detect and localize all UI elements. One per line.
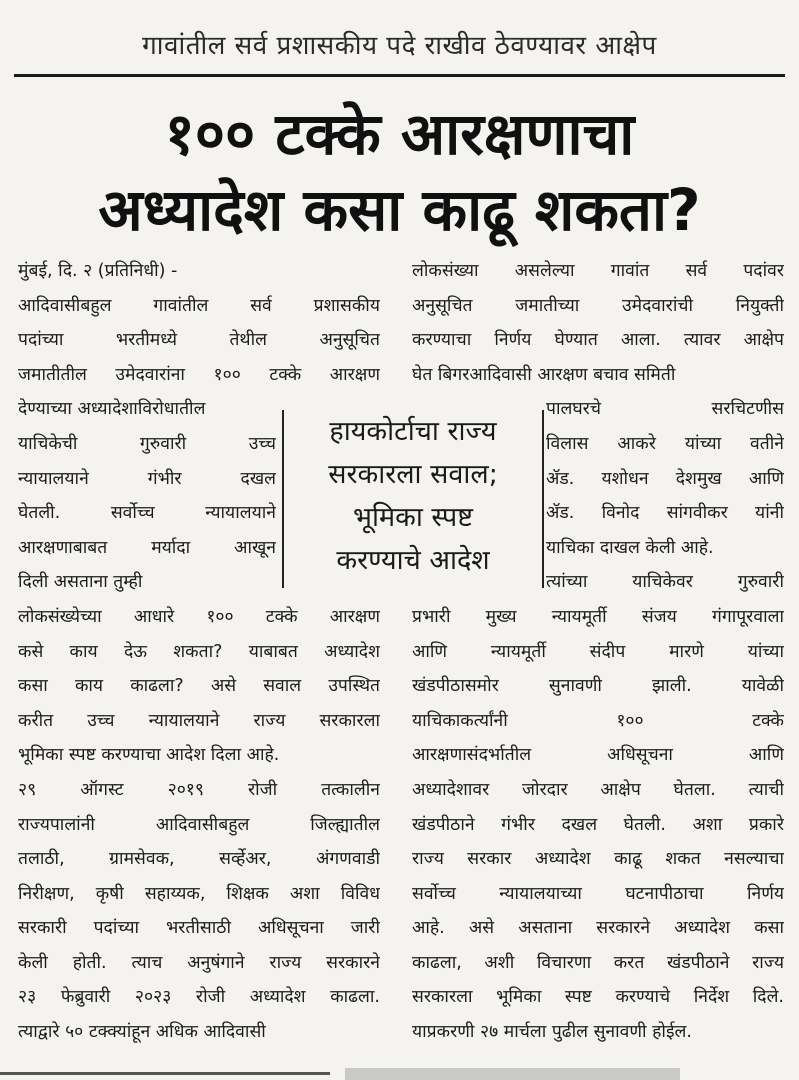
article-line: लोकसंख्येच्या आधारे १०० टक्के आरक्षण <box>18 606 380 627</box>
article-line: त्यांच्या याचिकेवर गुरुवारी <box>546 572 784 593</box>
article-line: देण्याच्या अध्यादेशाविरोधातील <box>18 399 206 420</box>
article-line: आणि न्यायमूर्ती संदीप मारणे यांच्या <box>412 641 784 662</box>
article-line: आदिवासीबहुल गावांतील सर्व प्रशासकीय <box>18 295 380 316</box>
article-line: ॲड. विनोद सांगवीकर यांनी <box>546 503 784 524</box>
article-line: अध्यादेशावर जोरदार आक्षेप घेतला. त्याची <box>412 779 784 800</box>
article-line: खंडपीठासमोर सुनावणी झाली. यावेळी <box>412 676 784 697</box>
article-line: ॲड. यशोधन देशमुख आणि <box>546 468 784 489</box>
article-line: घेत बिगरआदिवासी आरक्षण बचाव समिती <box>412 364 676 385</box>
article-line: कसा काय काढला? असे सवाल उपस्थित <box>18 676 380 697</box>
article-line: जमातीतील उमेदवारांना १०० टक्के आरक्षण <box>18 364 380 385</box>
kicker-headline: गावांतील सर्व प्रशासकीय पदे राखीव ठेवण्यावर आक्षेप <box>142 31 657 61</box>
article-line: अनुसूचित जमातीच्या उमेदवारांची नियुक्ती <box>412 295 784 316</box>
top-rule <box>14 74 785 77</box>
article-line: करण्याचा निर्णय घेण्यात आला. त्यावर आक्षेप <box>412 330 784 351</box>
right-article-column <box>412 254 784 1050</box>
bottom-rule <box>0 1072 330 1075</box>
article-line: आरक्षणाबाबत मर्यादा आखून <box>18 537 276 558</box>
article-line: काढला, अशी विचारणा करत खंडपीठाने राज्य <box>412 952 784 973</box>
article-line: आहे. असे असताना सरकारने अध्यादेश कसा <box>412 918 784 939</box>
article-line: करीत उच्च न्यायालयाने राज्य सरकारला <box>18 710 380 731</box>
article-line: २९ ऑगस्ट २०१९ रोजी तत्कालीन <box>18 779 380 800</box>
bottom-bar <box>345 1068 680 1080</box>
article-line: आरक्षणासंदर्भातील अधिसूचना आणि <box>412 745 784 766</box>
article-line: विलास आकरे यांच्या वतीने <box>546 433 784 454</box>
article-line: दिली असताना तुम्ही <box>18 572 143 593</box>
article-line: याचिकेची गुरुवारी उच्च <box>18 433 276 454</box>
article-line: भूमिका स्पष्ट करण्याचा आदेश दिला आहे. <box>18 745 280 766</box>
article-line: मुंबई, दि. २ (प्रतिनिधी) - <box>18 261 178 281</box>
subheading-box <box>282 410 544 588</box>
article-line: निरीक्षण, कृषी सहाय्यक, शिक्षक अशा विविध <box>18 883 380 904</box>
article-line: कसे काय देऊ शकता? याबाबत अध्यादेश <box>18 641 380 662</box>
subheading-line-2: सरकारला सवाल; <box>328 459 498 490</box>
headline-line-2: अध्यादेश कसा काढू शकता? <box>98 176 701 244</box>
article-line: त्याद्वारे ५० टक्क्यांहून अधिक आदिवासी <box>18 1022 266 1043</box>
article-line: २३ फेब्रुवारी २०२३ रोजी अध्यादेश काढला. <box>18 987 380 1008</box>
article-line: पदांच्या भरतीमध्ये तेथील अनुसूचित <box>18 330 380 351</box>
article-line: लोकसंख्या असलेल्या गावांत सर्व पदांवर <box>412 261 784 281</box>
article-line: तलाठी, ग्रामसेवक, सर्व्हेअर, अंगणवाडी <box>18 849 380 870</box>
article-line: राज्य सरकार अध्यादेश काढू शकत नसल्याचा <box>412 849 784 870</box>
subheading-line-4: करण्याचे आदेश <box>336 545 490 576</box>
article-line: न्यायालयाने गंभीर दखल <box>18 468 276 489</box>
article-line: प्रभारी मुख्य न्यायमूर्ती संजय गंगापूरवाला <box>412 606 784 627</box>
article-line: खंडपीठाने गंभीर दखल घेतली. अशा प्रकारे <box>412 814 784 835</box>
left-article-column <box>18 254 380 1050</box>
subheading-line-3: भूमिका स्पष्ट <box>352 502 474 533</box>
subheading-line-1: हायकोर्टाचा राज्य <box>329 416 497 447</box>
article-line: केली होती. त्याच अनुषंगाने राज्य सरकारने <box>18 952 380 973</box>
article-line: घेतली. सर्वोच्च न्यायालयाने <box>18 503 276 524</box>
article-line: याचिका दाखल केली आहे. <box>546 537 714 558</box>
article-line: पालघरचे सरचिटणीस <box>546 399 784 420</box>
article-line: याप्रकरणी २७ मार्चला पुढील सुनावणी होईल. <box>412 1022 692 1043</box>
article-line: राज्यपालांनी आदिवासीबहुल जिल्ह्यातील <box>18 814 380 835</box>
headline-line-1: १०० टक्के आरक्षणाचा <box>164 100 635 168</box>
article-line: सरकारी पदांच्या भरतीसाठी अधिसूचना जारी <box>18 918 380 939</box>
article-line: याचिकाकर्त्यांनी १०० टक्के <box>412 710 784 731</box>
article-line: सर्वोच्च न्यायालयाच्या घटनापीठाचा निर्णय <box>412 883 784 904</box>
article-line: सरकारला भूमिका स्पष्ट करण्याचे निर्देश दिले. <box>412 987 784 1008</box>
